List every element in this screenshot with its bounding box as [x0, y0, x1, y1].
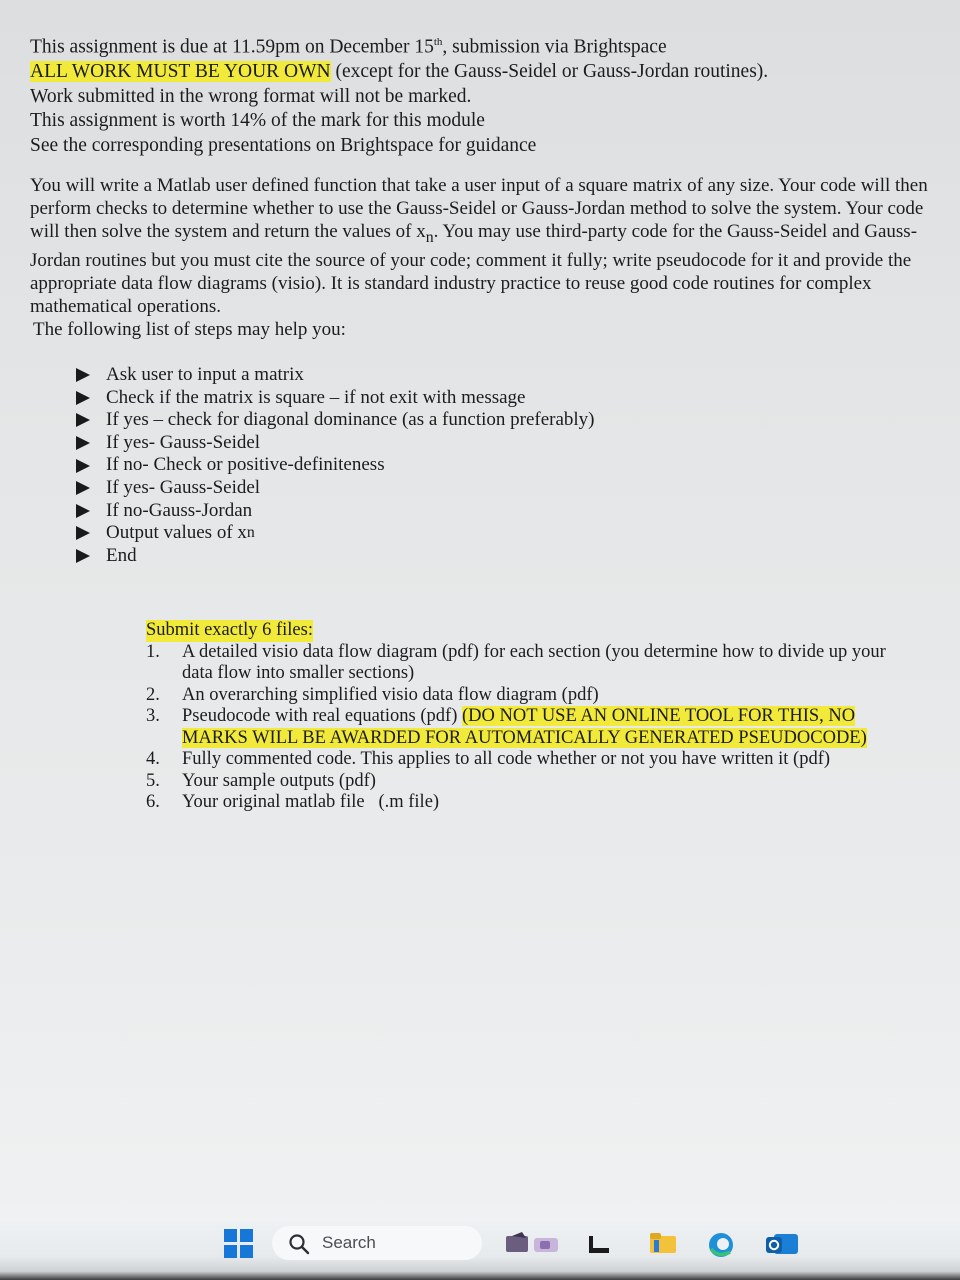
step-item: If yes- Gauss-Seidel [76, 477, 595, 500]
windows-start-icon[interactable] [224, 1229, 254, 1259]
step-item: Check if the matrix is square – if not exit with message [76, 387, 595, 410]
step-item: Output values of x n [76, 522, 595, 545]
instructions-paragraph [30, 174, 928, 341]
outlook-icon[interactable] [764, 1230, 800, 1260]
step-item: If no-Gauss-Jordan [76, 500, 595, 523]
arrow-bullet-icon [76, 549, 90, 563]
format-warning-line: Work submitted in the wrong format will not be marked. [30, 85, 472, 107]
arrow-bullet-icon [76, 504, 90, 518]
step-item: If yes – check for diagonal dominance (as a function preferably) [76, 409, 595, 432]
weighting-line: This assignment is worth 14% of the mark for this module [30, 110, 485, 131]
taskbar [0, 1222, 960, 1280]
step-item: If no- Check or positive-definiteness [76, 454, 595, 477]
steps-list [76, 364, 595, 567]
arrow-bullet-icon [76, 481, 90, 495]
arrow-bullet-icon [76, 459, 90, 473]
search-label: Search [322, 1233, 376, 1252]
pseudocode-warning-highlight: (DO NOT USE AN ONLINE TOOL FOR THIS, NO MARKS WILL BE AWARDED FOR AUTOMATICALLY GENERATED PSEUDOCODE) [182, 706, 867, 748]
assignment-header [30, 30, 910, 158]
arrow-bullet-icon [76, 436, 90, 450]
steps-intro: The following list of steps may help you: [33, 318, 346, 340]
file-explorer-icon[interactable] [648, 1230, 678, 1256]
arrow-bullet-icon [76, 391, 90, 405]
files-app-icon[interactable] [586, 1230, 612, 1256]
due-date-line: This assignment is due at 11.59pm on December 15th, submission via Brightspace [30, 36, 667, 58]
submission-item: 1. A detailed visio data flow diagram (pdf) for each section (you determine how to divide up your data flow into smaller sections) [146, 641, 886, 683]
step-item: If yes- Gauss-Seidel [76, 432, 595, 455]
own-work-line: ALL WORK MUST BE YOUR OWN (except for the Gauss-Seidel or Gauss-Jordan routines). [30, 61, 769, 82]
submission-item: 5. Your sample outputs (pdf) [146, 770, 376, 791]
submission-item: 4. Fully commented code. This applies to all code whether or not you have written it (pdf) [146, 749, 831, 769]
submission-list [146, 620, 906, 814]
arrow-bullet-icon [76, 526, 90, 540]
step-item: Ask user to input a matrix [76, 364, 595, 387]
arrow-bullet-icon [76, 413, 90, 427]
submission-item: 6. Your original matlab file (.m file) [146, 792, 440, 812]
taskbar-search-box[interactable] [272, 1226, 482, 1260]
own-work-highlight: ALL WORK MUST BE YOUR OWN [30, 61, 331, 82]
submission-title: Submit exactly 6 files: [146, 620, 313, 640]
instructions-text: You will write a Matlab user defined function that take a user input of a square matrix of any size. Your code will then perform checks to determine whether to use the Gauss-Seidel or Gauss-Jordan method to solve the system. Your code will then solve the system and return the values of $x_n$. You may use third-party code for the Gauss-Seidel and Gauss-Jordan routines but you must cite the source of your code; comment it fully; write pseudocode for it and provide the appropriate data flow diagrams (visio). It is standard industry practice to reuse good code routines for complex mathematical operations. [30, 175, 928, 317]
guidance-line: See the corresponding presentations on Brightspace for guidance [30, 134, 537, 156]
media-app-icon[interactable] [504, 1230, 564, 1256]
search-icon [288, 1233, 310, 1255]
submission-item: 2. An overarching simplified visio data flow diagram (pdf) [146, 684, 599, 705]
edge-browser-icon[interactable] [706, 1230, 736, 1260]
arrow-bullet-icon [76, 368, 90, 382]
submission-item: 3. Pseudocode with real equations (pdf) (DO NOT USE AN ONLINE TOOL FOR THIS, NO MARKS WILL BE AWARDED FOR AUTOMATICALLY GENERATED PSEUDOCODE) [146, 706, 867, 748]
step-item: End [76, 545, 595, 568]
